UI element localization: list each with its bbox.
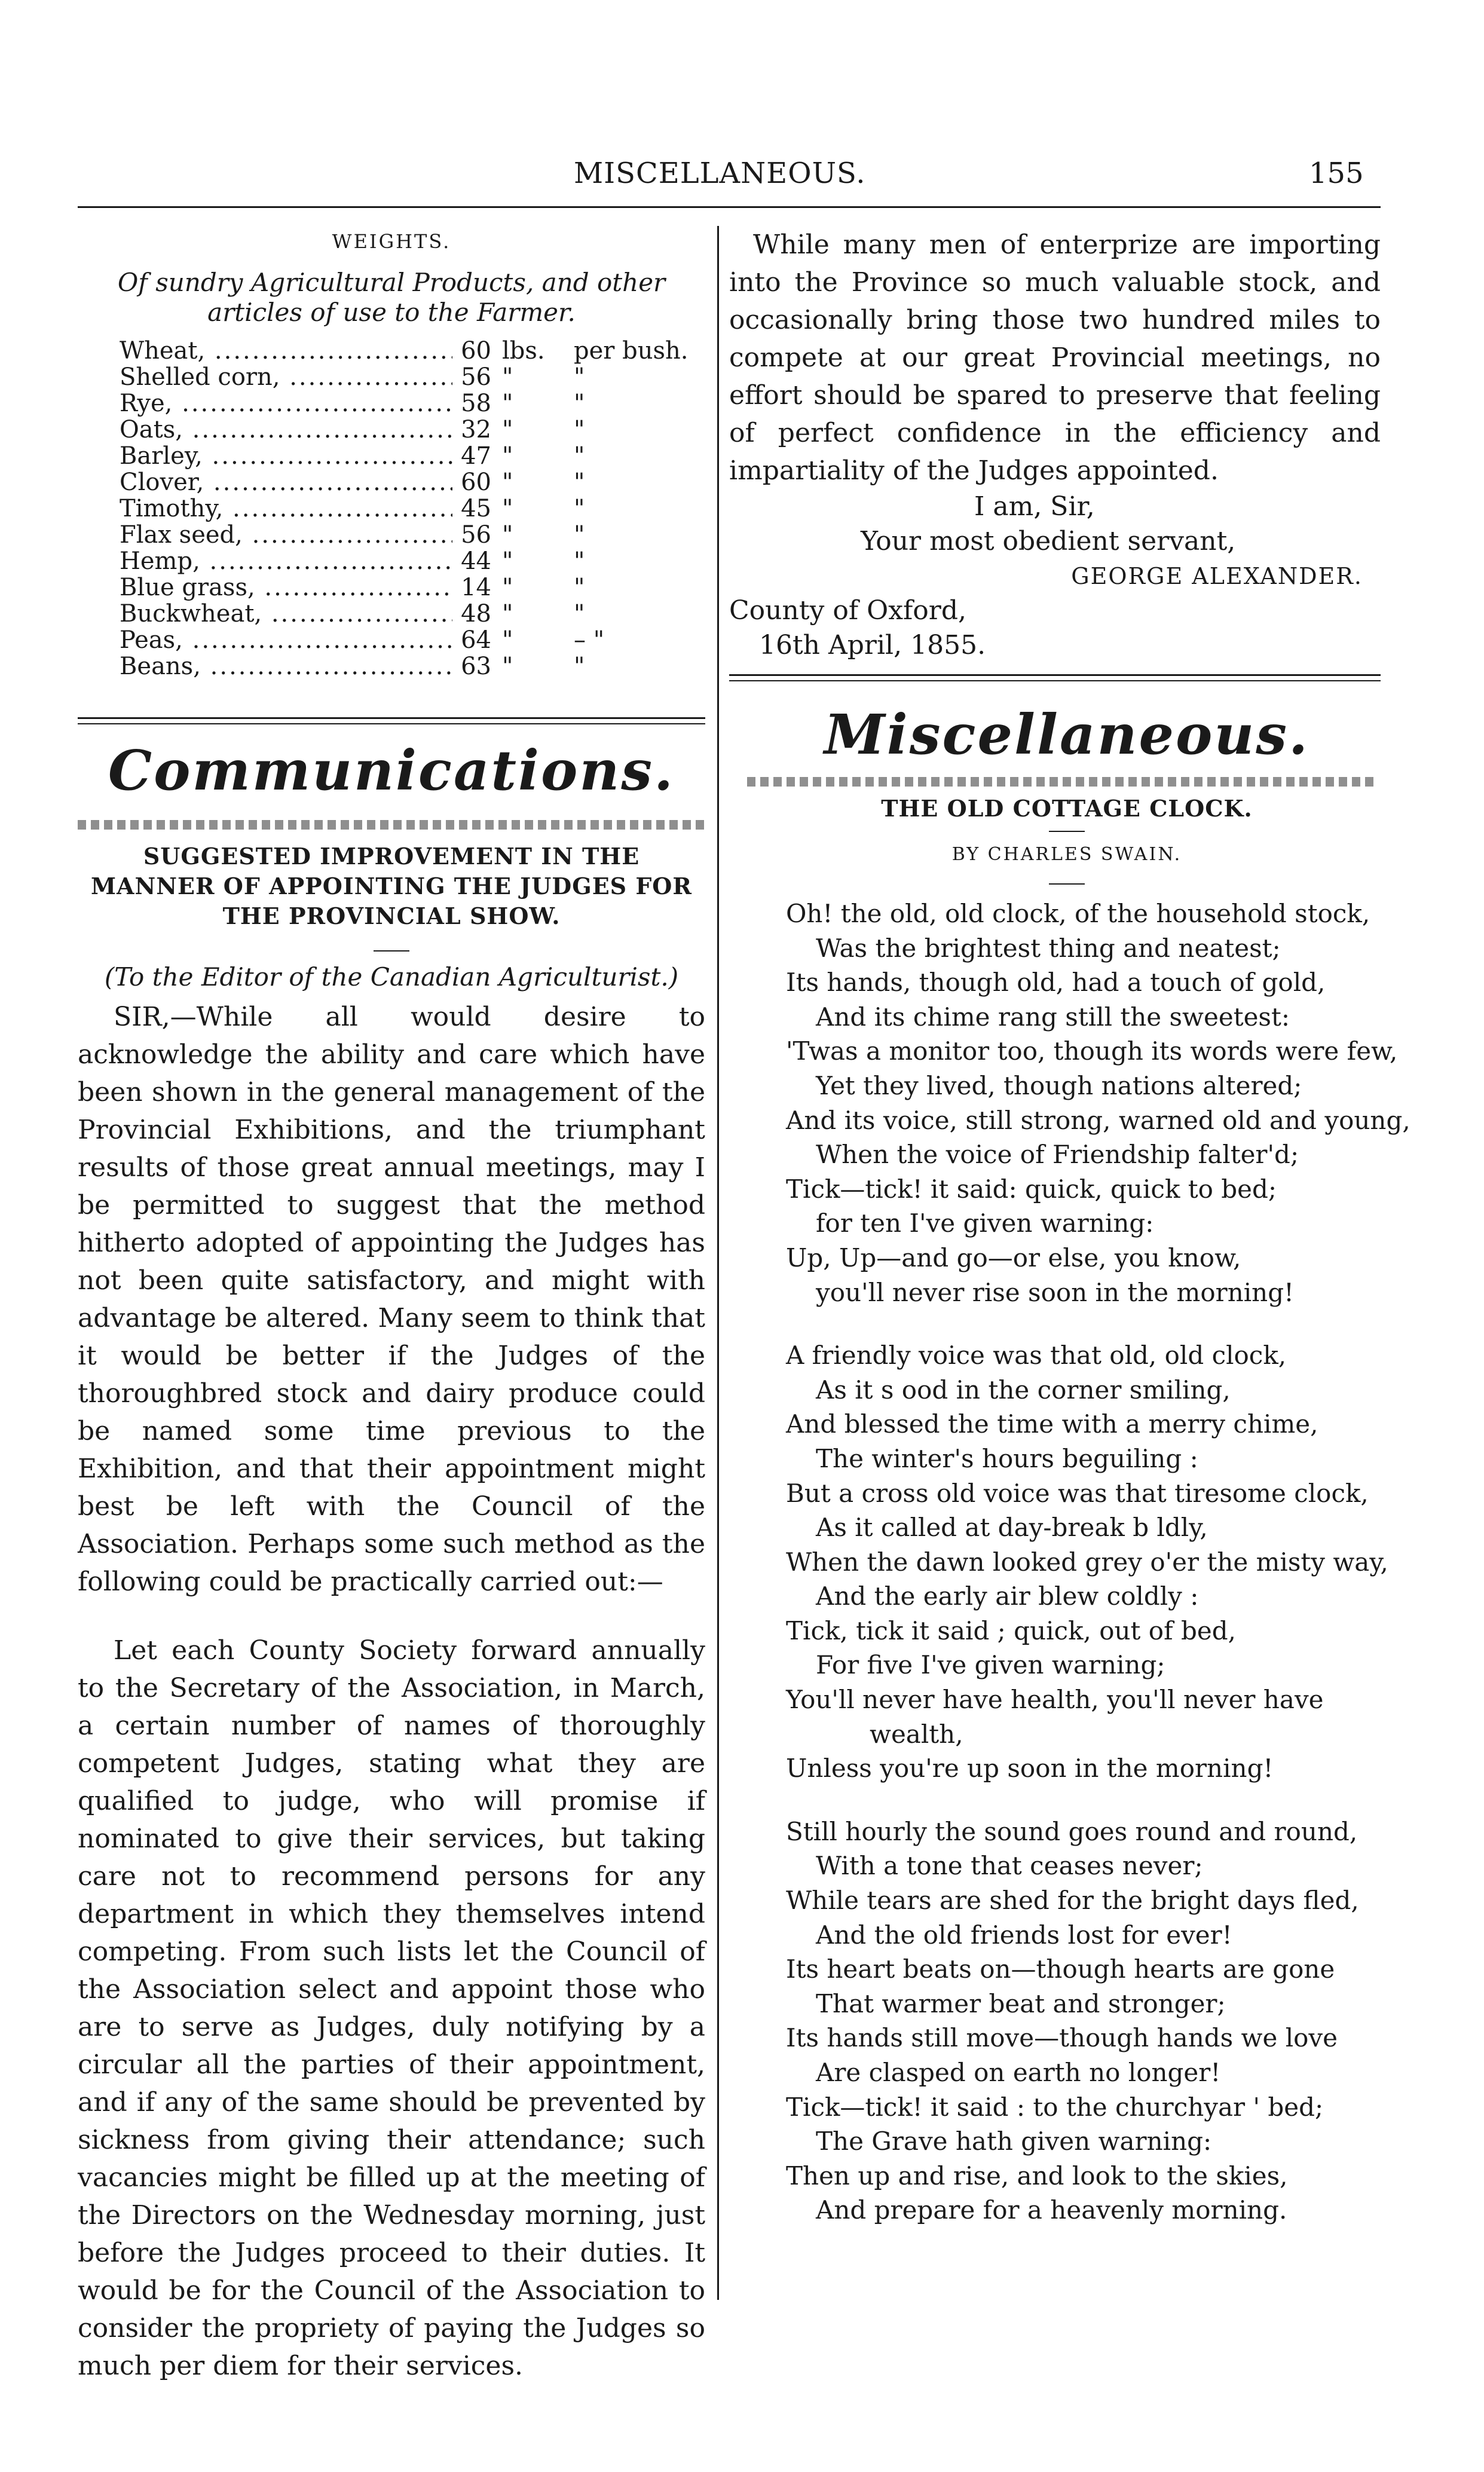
poem-line: Are clasped on earth no longer!: [816, 2058, 1221, 2087]
weights-row: [120, 364, 717, 390]
poem-line: Unless you're up soon in the morning!: [786, 1754, 1274, 1783]
weights-product-name: Blue grass, .....: [120, 574, 452, 601]
poem-stanza: [786, 1815, 1407, 2228]
weights-row: [120, 338, 717, 364]
weights-unit: ": [502, 600, 513, 628]
poem-title: THE OLD COTTAGE CLOCK.: [881, 795, 1253, 822]
weights-extra: [675, 653, 717, 680]
weights-product-name: Timothy, .....: [120, 495, 452, 522]
poem-line: You'll never have health, you'll never have: [786, 1685, 1324, 1715]
poem-line: Still hourly the sound goes round and round,: [786, 1816, 1358, 1846]
weights-value: 58: [461, 390, 491, 417]
weights-per: ": [574, 653, 585, 680]
poem-line: And its voice, still strong, warned old and young,: [786, 1105, 1410, 1135]
place-line: County of Oxford,: [729, 595, 966, 626]
weights-extra: [675, 548, 717, 574]
weights-row: [120, 522, 717, 548]
poem-line: Up, Up—and go—or else, you know,: [786, 1243, 1241, 1272]
weights-unit: ": [502, 469, 513, 496]
poem-line: Its heart beats on—though hearts are gone: [786, 1954, 1335, 1984]
poem-line: Tick—tick! it said: quick, quick to bed;: [786, 1174, 1277, 1204]
weights-per: per bush.: [574, 337, 689, 365]
article-body-right: [729, 226, 1381, 663]
poem-line: you'll never rise soon in the morning!: [816, 1277, 1294, 1307]
column-divider: [717, 226, 719, 2300]
weights-heading: WEIGHTS.: [332, 230, 451, 253]
weights-extra: [675, 417, 717, 443]
weights-row: [120, 601, 717, 627]
weights-unit: ": [502, 363, 513, 391]
weights-unit: ": [502, 495, 513, 522]
weights-row: [120, 469, 717, 495]
weights-rule-2: [78, 723, 705, 724]
weights-value: 56: [461, 363, 491, 391]
poem-line: for ten I've given warning:: [816, 1209, 1154, 1238]
poem-line: But a cross old voice was that tiresome clock,: [786, 1478, 1369, 1508]
article-paragraph: SIR,—While all would desire to acknowledge the ability and care which have been shown in the general management of the Provincial Exhibitions, and the triumphant results of those great annual meetings, may I be permitted to suggest that the method hitherto adopted of appointing the Judges has not been quite satisfactory, and might with advantage be altered. Many seem to think that it would be better if the Judges of the thoroughbred stock and dairy produce could be named some time previous to the Exhibition, and that their appointment might best be left with the Council of the Association. Perhaps some such method as the following could be practically carried out:—: [78, 1002, 705, 1597]
poem-byline: BY CHARLES SWAIN.: [951, 844, 1182, 865]
weights-product-name: Rye, .....: [120, 390, 452, 417]
article-body-left: [78, 998, 705, 2416]
poem-line: When the dawn looked grey o'er the misty way,: [786, 1547, 1388, 1577]
weights-extra: [675, 469, 717, 495]
signature: GEORGE ALEXANDER.: [1071, 563, 1363, 589]
poem-line: A friendly voice was that old, old clock,: [786, 1341, 1287, 1370]
closing-line: I am, Sir,: [974, 491, 1095, 522]
weights-product-name: Clover, .....: [120, 469, 452, 495]
weights-value: 44: [461, 547, 491, 575]
weights-extra: [675, 364, 717, 390]
poem-line: Yet they lived, though nations altered;: [816, 1070, 1302, 1100]
weights-value: 56: [461, 521, 491, 549]
poem-line: Its hands still move—though hands we love: [786, 2023, 1338, 2053]
poem-line: Tick, tick it said ; quick, out of bed,: [786, 1616, 1236, 1645]
weights-value: 60: [461, 337, 491, 365]
poem-line: Its hands, though old, had a touch of gold,: [786, 968, 1326, 998]
weights-row: [120, 574, 717, 601]
weights-value: 48: [461, 600, 491, 628]
weights-value: 32: [461, 416, 491, 443]
poem-line: And its chime rang still the sweetest:: [816, 1002, 1290, 1032]
weights-per: ": [574, 416, 585, 443]
poem-line: wealth,: [870, 1719, 963, 1749]
poem-line: While tears are shed for the bright days fled,: [786, 1886, 1359, 1916]
date-line: 16th April, 1855.: [759, 630, 986, 660]
weights-value: 64: [461, 626, 491, 654]
weights-extra: [675, 443, 717, 469]
weights-extra: [675, 522, 717, 548]
weights-per: ": [574, 547, 585, 575]
poem-stanza: [786, 897, 1410, 1310]
poem-line: Was the brightest thing and neatest;: [816, 933, 1281, 963]
poem-line: The winter's hours beguiling :: [816, 1443, 1198, 1473]
weights-extra: [675, 627, 717, 653]
poem-line: 'Twas a monitor too, though its words were few,: [786, 1036, 1398, 1066]
communications-title: Communications.: [108, 738, 675, 803]
poem-line: The Grave hath given warning:: [816, 2127, 1212, 2156]
editor-line: (To the Editor of the Canadian Agriculturist.): [104, 962, 679, 992]
poem-line: Oh! the old, old clock, of the household stock,: [786, 899, 1370, 928]
weights-extra: [675, 390, 717, 417]
weights-unit: ": [502, 390, 513, 417]
weights-per: ": [574, 363, 585, 391]
page-number: 155: [1309, 157, 1364, 190]
heading-dash: [374, 950, 409, 952]
poem-line: As it s ood in the corner smiling,: [816, 1375, 1231, 1405]
weights-product-name: Beans, .....: [120, 653, 452, 680]
weights-value: 14: [461, 574, 491, 601]
weights-value: 60: [461, 469, 491, 496]
weights-product-name: Hemp, .....: [120, 548, 452, 574]
weights-extra: [675, 338, 717, 364]
poem-line: Tick—tick! it said : to the churchyar ' bed;: [786, 2092, 1324, 2122]
weights-product-name: Shelled corn, .....: [120, 364, 452, 390]
header-rule: [78, 206, 1381, 208]
weights-unit: ": [502, 547, 513, 575]
section-rule-2: [729, 680, 1381, 681]
weights-value: 47: [461, 442, 491, 470]
weights-row: [120, 627, 717, 653]
weights-row: [120, 417, 717, 443]
poem-line: And the old friends lost for ever!: [816, 1920, 1232, 1950]
poem-line: That warmer beat and stronger;: [816, 1988, 1226, 2018]
byline-dash: [1049, 883, 1085, 885]
weights-row: [120, 495, 717, 522]
weights-row: [120, 390, 717, 417]
weights-per: ": [574, 390, 585, 417]
weights-unit: ": [502, 574, 513, 601]
weights-per: – ": [574, 626, 605, 654]
poem-line: And blessed the time with a merry chime,: [786, 1409, 1318, 1439]
poem-line: Then up and rise, and look to the skies,: [786, 2161, 1288, 2190]
miscellaneous-ornament: [747, 777, 1375, 787]
weights-row: [120, 443, 717, 469]
weights-table: [120, 338, 717, 680]
closing-line: Your most obedient servant,: [861, 526, 1236, 556]
weights-value: 63: [461, 653, 491, 680]
article-paragraph: Let each County Society forward annually to the Secretary of the Association, in March, a certain number of names of thoroughly competent Judges, stating what they are qualified to judge, who will promise if nominated to give their services, but taking care not to recommend persons for any department in which they themselves intend competing. From such lists let the Council of the Association select and appoint those who are to serve as Judges, duly notifying by a circular all the parties of their appointment, and if any of the same should be prevented by sickness from giving their attendance; such vacancies might be filled up at the meeting of the Directors on the Wednesday morning, just before the Judges proceed to their duties. It would be for the Council of the Association to consider the propriety of paying the Judges so much per diem for their services.: [78, 1635, 705, 2381]
weights-unit: ": [502, 653, 513, 680]
weights-product-name: Flax seed, .....: [120, 522, 452, 548]
weights-product-name: Peas, .....: [120, 627, 452, 653]
article-heading: SUGGESTED IMPROVEMENT IN THE MANNER OF APPOINTING THE JUDGES FOR THE PROVINCIAL SHOW.: [90, 843, 692, 929]
poem-line: And the early air blew coldly :: [816, 1581, 1199, 1611]
weights-unit: ": [502, 626, 513, 654]
poem-title-dash: [1049, 831, 1085, 832]
weights-per: ": [574, 574, 585, 601]
poem-line: When the voice of Friendship falter'd;: [816, 1140, 1299, 1170]
weights-extra: [675, 601, 717, 627]
weights-row: [120, 653, 717, 680]
poem-body: [786, 897, 1410, 2256]
weights-extra: [675, 574, 717, 601]
poem-stanza: [786, 1338, 1407, 1786]
weights-caption: Of sundry Agricultural Products, and other articles of use to the Farmer.: [117, 268, 666, 327]
article-paragraph: While many men of enterprize are importing into the Province so much valuable stock, and occasionally bring those two hundred miles to compete at our great Provincial meetings, no effort should be spared to preserve that feeling of perfect confidence in the efficiency and impartiality of the Judges appointed.: [729, 230, 1381, 486]
weights-row: [120, 548, 717, 574]
miscellaneous-title: Miscellaneous.: [824, 702, 1310, 767]
weights-product-name: Oats, .....: [120, 417, 452, 443]
weights-rule-1: [78, 717, 705, 719]
poem-line: As it called at day-break b ldly,: [816, 1513, 1208, 1543]
weights-per: ": [574, 442, 585, 470]
weights-product-name: Barley, .....: [120, 443, 452, 469]
weights-per: ": [574, 521, 585, 549]
poem-line: For five I've given warning;: [816, 1650, 1165, 1680]
weights-per: ": [574, 600, 585, 628]
poem-line: With a tone that ceases never;: [816, 1851, 1203, 1881]
weights-extra: [675, 495, 717, 522]
weights-unit: ": [502, 442, 513, 470]
section-rule-1: [729, 674, 1381, 676]
weights-per: ": [574, 495, 585, 522]
weights-product-name: Wheat, .....: [120, 338, 452, 364]
running-title: MISCELLANEOUS.: [574, 157, 866, 190]
communications-ornament: [78, 820, 705, 830]
poem-line: And prepare for a heavenly morning.: [816, 2195, 1287, 2225]
weights-unit: ": [502, 416, 513, 443]
weights-value: 45: [461, 495, 491, 522]
weights-unit: ": [502, 521, 513, 549]
weights-unit: lbs.: [502, 337, 545, 365]
weights-per: ": [574, 469, 585, 496]
weights-product-name: Buckwheat, .....: [120, 601, 452, 627]
